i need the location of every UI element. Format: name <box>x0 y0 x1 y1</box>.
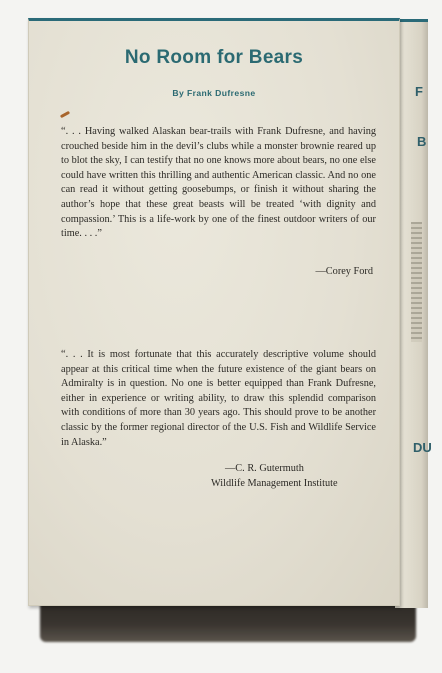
blurb-attribution <box>211 461 338 491</box>
pencil-mark <box>60 111 70 118</box>
spine-letter: DU <box>413 440 432 455</box>
spine-letter: F <box>415 84 423 99</box>
spine-illustration <box>411 222 422 342</box>
spine-letter: B <box>417 134 427 149</box>
attribution-name: —C. R. Gutermuth <box>225 463 304 474</box>
book-title: No Room for Bears <box>124 47 304 68</box>
back-cover <box>28 18 400 606</box>
blurb-quote: “. . . It is most fortunate that this accurately descriptive volume should appear at this critical time when the future existence of the giant bears on Admiralty is in question. No one is better equipped than Frank Dufresne, either in experience or writing ability, to draw this splendid comparison with conditions of more than 30 years ago. This should prove to be another classic by the former regional director of the U.S. Fish and Wildlife Service in Alaska.” <box>61 349 376 448</box>
blurb-attribution: —Corey Ford <box>315 266 373 277</box>
author-byline: By Frank Dufresne <box>172 88 256 98</box>
blurb-quote: “. . . Having walked Alaskan bear-trails with Frank Dufresne, and having crouched beside him in the devil’s clubs while a monster brownie reared up to blot the sky, I can testify that no one knows more about bears, no one else could have written this thrilling and authentic American classic. And no one can read it without getting goosebumps, or finish it without sharing the author’s hope that these great beasts will be treated ‘with dignity and compassion.’ This is a life-work by one of the finest outdoor writers of our time. . . .” <box>61 126 376 240</box>
attribution-organization: Wildlife Management Institute <box>211 478 338 489</box>
